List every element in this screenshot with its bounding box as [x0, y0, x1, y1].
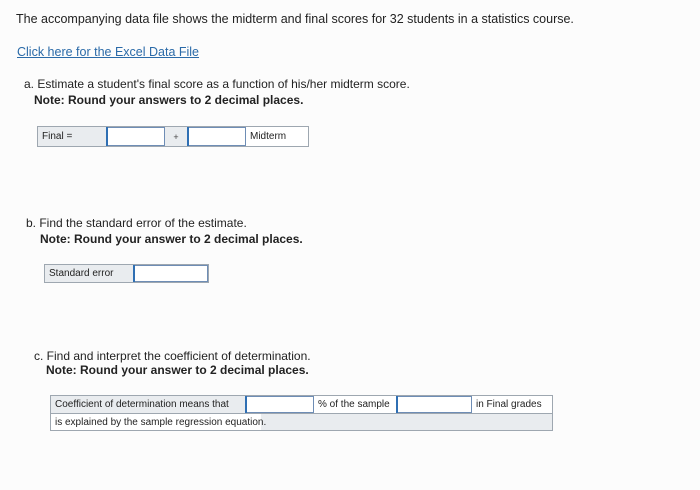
coefficient-text-4: is explained by the sample regression equation. — [51, 414, 261, 430]
part-b-question: b. Find the standard error of the estimate. — [26, 216, 247, 230]
part-c-question: c. Find and interpret the coefficient of determination. — [34, 349, 311, 363]
part-a-note: Note: Round your answers to 2 decimal places. — [34, 93, 304, 107]
coefficient-text-1: Coefficient of determination means that — [55, 399, 229, 410]
excel-data-link[interactable]: Click here for the Excel Data File — [17, 45, 200, 59]
coefficient-text-3: in Final grades — [472, 396, 552, 413]
standard-error-row — [44, 264, 209, 283]
regression-equation-row — [37, 126, 309, 147]
final-label: Final = — [42, 131, 73, 142]
coefficient-row-filler — [261, 414, 552, 430]
part-c-note: Note: Round your answer to 2 decimal places. — [46, 363, 309, 377]
standard-error-label: Standard error — [49, 268, 114, 279]
intercept-input[interactable] — [106, 127, 165, 146]
intro-text: The accompanying data file shows the midterm and final scores for 32 students in a statistics course. — [16, 12, 574, 26]
coefficient-interpretation-table — [50, 395, 553, 431]
plus-sign: + — [173, 131, 179, 142]
standard-error-input[interactable] — [133, 265, 208, 282]
midterm-label: Midterm — [246, 127, 308, 146]
part-a-question: a. Estimate a student's final score as a function of his/her midterm score. — [24, 77, 410, 91]
slope-input[interactable] — [187, 127, 246, 146]
coefficient-text-2: % of the sample — [314, 396, 396, 413]
percent-input[interactable] — [245, 396, 314, 413]
variation-input[interactable] — [396, 396, 472, 413]
part-b-note: Note: Round your answer to 2 decimal places. — [40, 232, 303, 246]
